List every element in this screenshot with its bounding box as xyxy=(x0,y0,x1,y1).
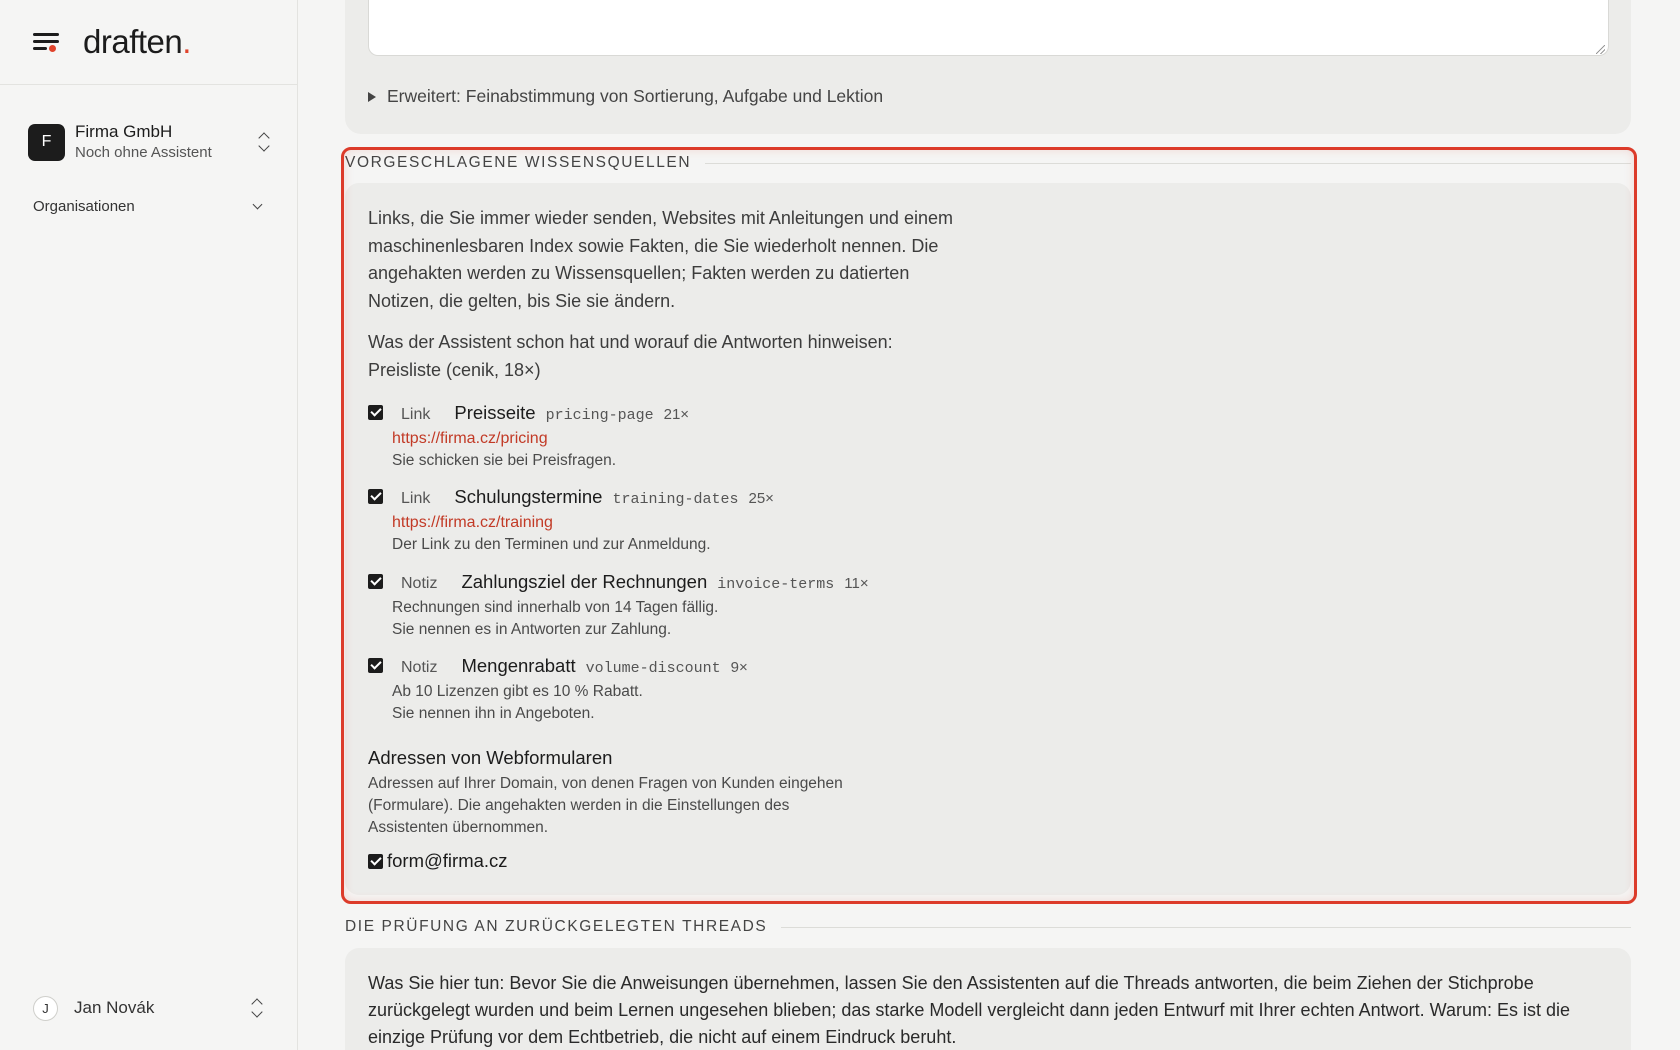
item-desc: Rechnungen sind innerhalb von 14 Tagen fällig. xyxy=(392,599,719,616)
sidebar-item-label: Organisationen xyxy=(33,198,135,215)
advanced-label: Erweitert: Feinabstimmung von Sortierung, Aufgabe und Lektion xyxy=(387,86,884,106)
forms-desc: Adressen auf Ihrer Domain, von denen Fragen von Kunden eingehen (Formulare). Die angehakten werden in die Einstellungen des Assistenten übernommen. xyxy=(368,775,843,836)
section-title: VORGESCHLAGENE WISSENSQUELLEN xyxy=(345,154,692,171)
resize-grip-icon[interactable] xyxy=(1596,45,1605,54)
section-title: DIE PRÜFUNG AN ZURÜCKGELEGTEN THREADS xyxy=(345,918,768,935)
item-count: 9× xyxy=(730,659,748,676)
item-desc: Sie nennen es in Antworten zur Zahlung. xyxy=(392,621,672,638)
menu-icon[interactable] xyxy=(33,31,59,53)
settings-card xyxy=(345,0,1631,134)
sidebar-header xyxy=(0,0,297,85)
item-desc: Sie nennen ihn in Angeboten. xyxy=(392,705,595,722)
existing-label: Was der Assistent schon hat und worauf die Antworten hinweisen: xyxy=(368,332,893,352)
section-heading-sources xyxy=(345,154,1631,172)
sources-card xyxy=(345,183,1631,895)
item-slug: pricing-page xyxy=(545,407,654,424)
list-item xyxy=(368,402,1268,472)
item-title: Zahlungsziel der Rechnungen xyxy=(461,571,708,592)
user-menu[interactable] xyxy=(33,993,265,1023)
chevron-updown-icon xyxy=(249,997,265,1019)
list-item xyxy=(368,486,1268,556)
item-count: 25× xyxy=(748,490,774,507)
item-checkbox[interactable] xyxy=(368,574,383,589)
main-content xyxy=(298,0,1680,1050)
item-checkbox[interactable] xyxy=(368,405,383,420)
instructions-textarea[interactable] xyxy=(368,0,1609,56)
existing-value: Preisliste (cenik, 18×) xyxy=(368,359,541,380)
item-title: Schulungstermine xyxy=(454,486,603,507)
sidebar xyxy=(0,0,298,1050)
sources-intro: Links, die Sie immer wieder senden, Websites mit Anleitungen und einem maschinenlesbaren Index sowie Fakten, die Sie wiederholt nennen. Die angehakten werden zu Wissensquellen; Fakten werden zu datierten Notizen, die gelten, bis Sie sie ändern. xyxy=(368,208,953,311)
item-checkbox[interactable] xyxy=(368,658,383,673)
item-count: 21× xyxy=(663,406,690,423)
list-item xyxy=(368,571,1268,641)
item-checkbox[interactable] xyxy=(368,489,383,504)
org-switcher[interactable] xyxy=(28,117,272,167)
avatar: J xyxy=(33,996,58,1021)
forms-title: Adressen von Webformularen xyxy=(368,747,613,768)
org-subtitle: Noch ohne Assistent xyxy=(75,144,212,161)
item-title: Mengenrabatt xyxy=(461,655,576,676)
org-name: Firma GmbH xyxy=(75,122,173,141)
sidebar-item-organisations[interactable] xyxy=(33,198,265,215)
item-title: Preisseite xyxy=(454,402,536,423)
item-kind: Link xyxy=(401,490,431,507)
review-text: Was Sie hier tun: Bevor Sie die Anweisungen übernehmen, lassen Sie den Assistenten auf die Threads antworten, die beim Ziehen der Stichprobe zurückgelegt wurden und beim Lernen ungesehen blieben; das starke Modell vergleicht dann jeden Entwurf mit Ihrer echten Antwort. Warum: Es ist die einzige Prüfung vor dem Echtbetrieb, die nicht auf einem Eindruck beruht. xyxy=(368,973,1570,1047)
item-kind: Notiz xyxy=(401,575,438,592)
user-name: Jan Novák xyxy=(74,998,155,1017)
logo[interactable]: draften. xyxy=(83,23,191,60)
list-item xyxy=(368,655,1268,725)
org-avatar: F xyxy=(28,124,65,161)
item-url[interactable]: https://firma.cz/training xyxy=(392,514,553,531)
form-address-checkbox[interactable] xyxy=(368,854,383,869)
chevron-down-icon xyxy=(253,200,263,210)
item-url[interactable]: https://firma.cz/pricing xyxy=(392,430,548,447)
caret-right-icon xyxy=(368,92,376,102)
item-slug: volume-discount xyxy=(585,660,721,677)
item-slug: training-dates xyxy=(612,491,739,508)
item-kind: Notiz xyxy=(401,659,438,676)
item-desc: Der Link zu den Terminen und zur Anmeldung. xyxy=(392,536,711,553)
item-count: 11× xyxy=(844,575,869,592)
section-heading-review xyxy=(345,918,1631,936)
form-address-option[interactable] xyxy=(368,850,508,872)
item-desc: Sie schicken sie bei Preisfragen. xyxy=(392,452,617,469)
item-slug: invoice-terms xyxy=(717,576,835,593)
item-desc: Ab 10 Lizenzen gibt es 10 % Rabatt. xyxy=(392,683,643,700)
review-card xyxy=(345,948,1631,1050)
item-kind: Link xyxy=(401,406,431,423)
advanced-toggle[interactable] xyxy=(368,86,883,107)
form-address-label: form@firma.cz xyxy=(387,850,508,871)
chevron-updown-icon xyxy=(256,131,272,153)
existing-sources xyxy=(368,329,968,384)
